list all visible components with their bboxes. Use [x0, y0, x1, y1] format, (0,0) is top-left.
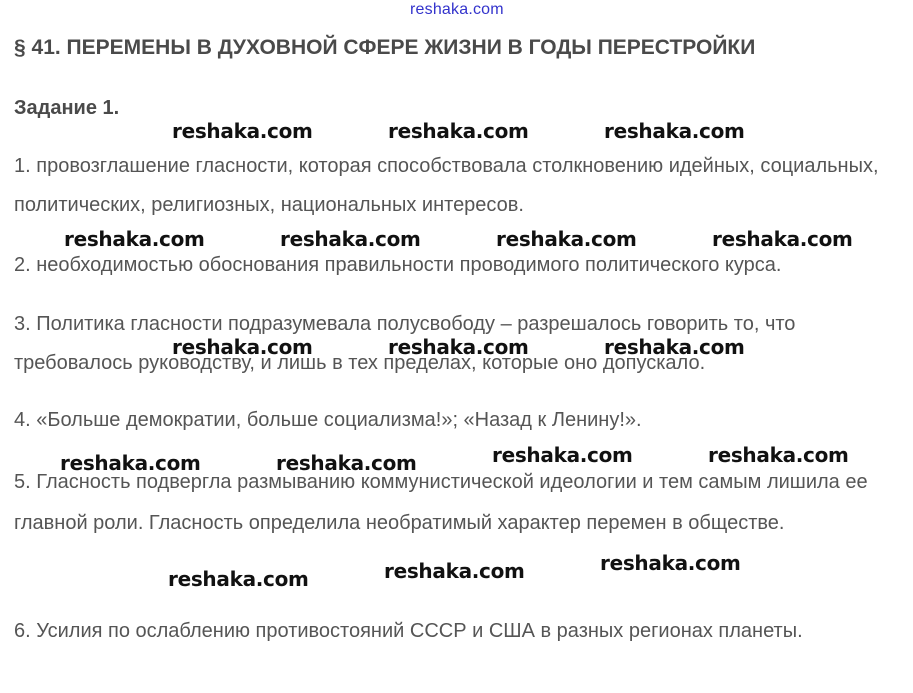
task-label: Задание 1. [14, 97, 120, 119]
watermark: reshaka.com [276, 451, 417, 475]
watermark: reshaka.com [604, 335, 745, 359]
watermark: reshaka.com [388, 119, 529, 143]
section-heading: § 41. ПЕРЕМЕНЫ В ДУХОВНОЙ СФЕРЕ ЖИЗНИ В ГОДЫ ПЕРЕСТРОЙКИ [14, 36, 756, 59]
site-header-link[interactable]: reshaka.com [410, 1, 504, 18]
watermark: reshaka.com [708, 443, 849, 467]
answer-item-5: 5. Гласность подвергла размыванию коммунистической идеологии и тем самым лишила ее главной роли. Гласность определила необратимый характер перемен в обществе. [14, 471, 868, 534]
answer-item-6: 6. Усилия по ослаблению противостояний СССР и США в разных регионах планеты. [14, 620, 803, 642]
watermark: reshaka.com [600, 551, 741, 575]
watermark: reshaka.com [64, 227, 205, 251]
watermark: reshaka.com [168, 567, 309, 591]
watermark: reshaka.com [172, 335, 313, 359]
answer-item-2: 2. необходимостью обоснования правильности проводимого политического курса. [14, 254, 782, 276]
answer-item-4: 4. «Больше демократии, больше социализма!»; «Назад к Ленину!». [14, 409, 642, 431]
watermark: reshaka.com [172, 119, 313, 143]
watermark: reshaka.com [712, 227, 853, 251]
watermark: reshaka.com [384, 559, 525, 583]
watermark: reshaka.com [280, 227, 421, 251]
watermark: reshaka.com [492, 443, 633, 467]
watermark: reshaka.com [60, 451, 201, 475]
answer-item-1: 1. провозглашение гласности, которая способствовала столкновению идейных, социальных, политических, религиозных, национальных интересов. [14, 155, 879, 216]
watermark: reshaka.com [604, 119, 745, 143]
answer-item-3: 3. Политика гласности подразумевала полусвободу – разрешалось говорить то, что требовалось руководству, и лишь в тех пределах, которые оно допускало. [14, 313, 796, 374]
watermark: reshaka.com [496, 227, 637, 251]
watermark: reshaka.com [388, 335, 529, 359]
